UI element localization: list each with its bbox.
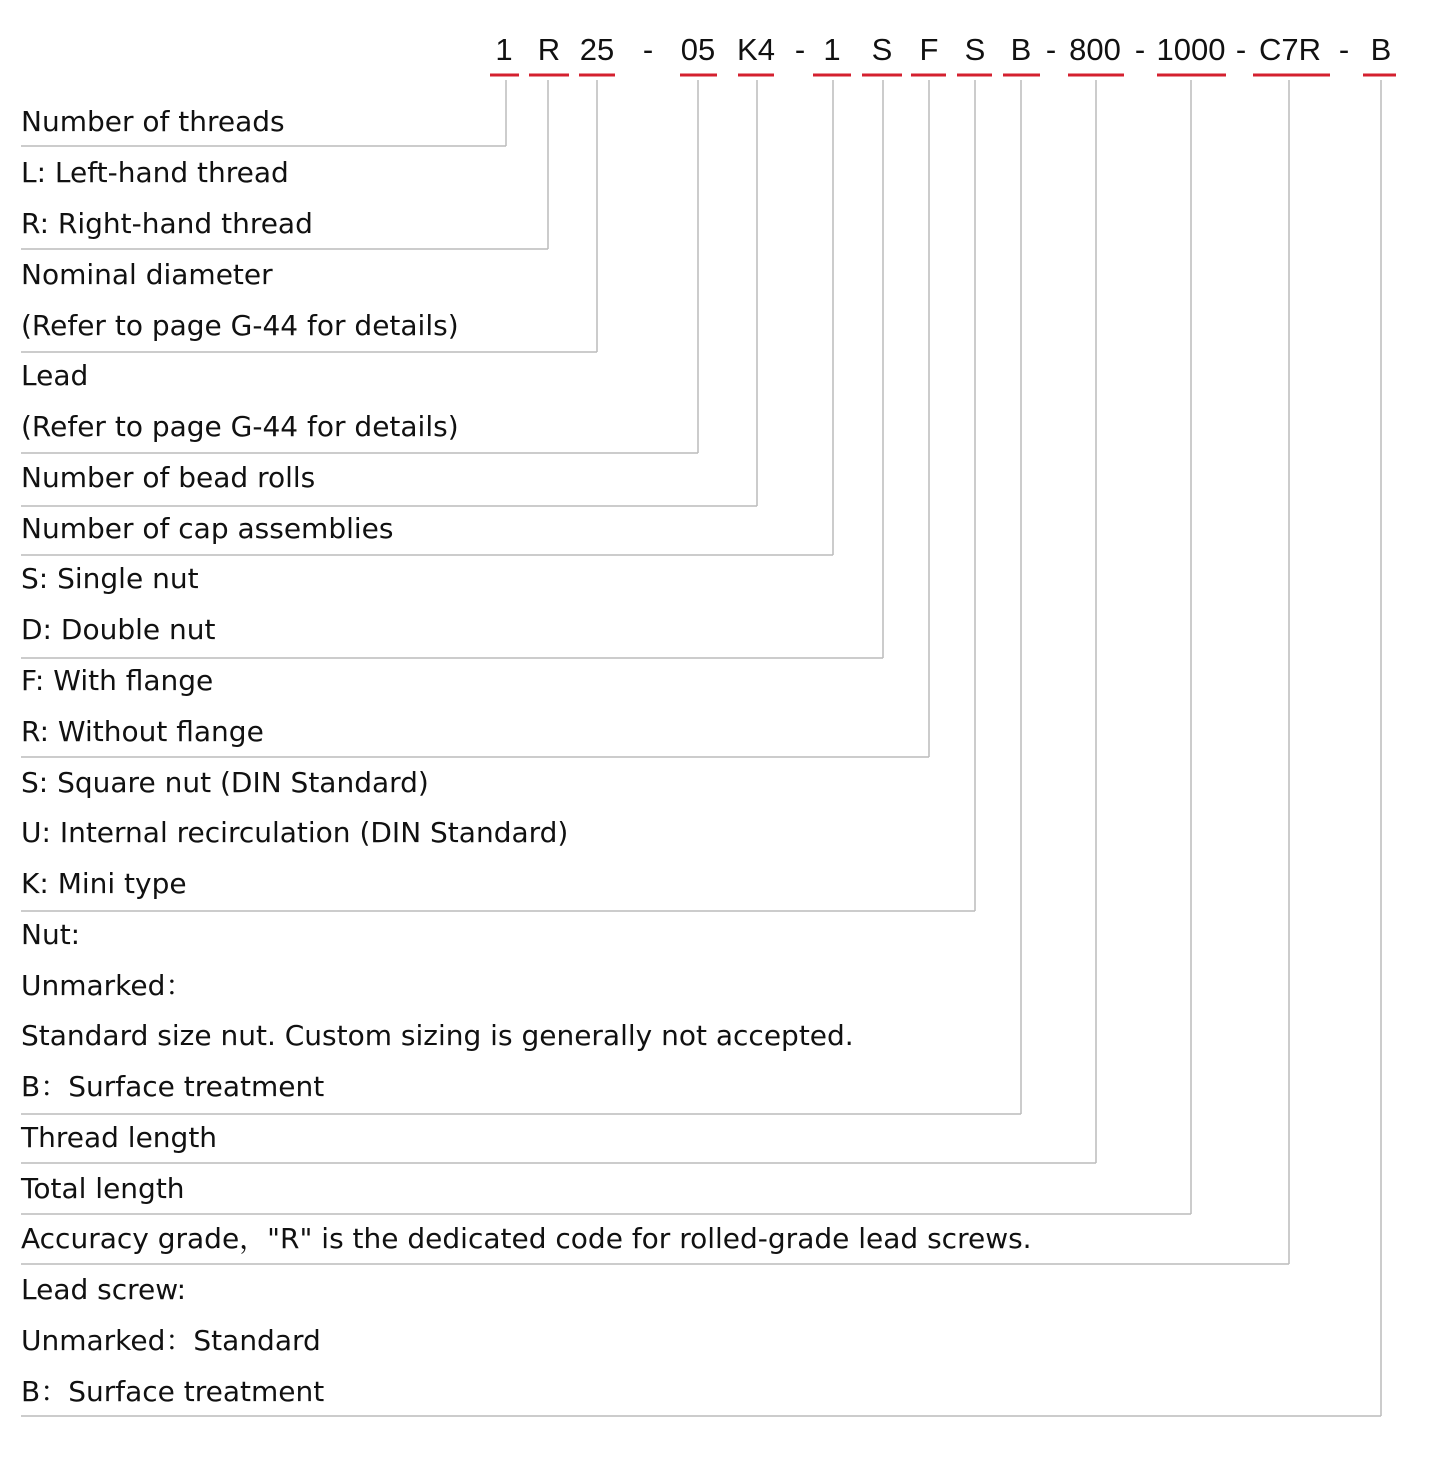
code-separator: - [1134, 32, 1146, 67]
code-segment-cap-assemblies: 1 [823, 32, 841, 67]
desc-right-hand-thread: R: Right-hand thread [21, 207, 313, 240]
desc-with-flange: F: With flange [21, 664, 214, 697]
desc-lead-screw-heading: Lead screw: [21, 1273, 187, 1306]
desc-thread-length: Thread length [21, 1121, 218, 1154]
desc-bead-rolls: Number of bead rolls [21, 461, 316, 494]
desc-diameter-reference: (Refer to page G-44 for details) [21, 309, 459, 342]
desc-double-nut: D: Double nut [21, 613, 216, 646]
code-segment-bead-rolls: K4 [737, 32, 775, 67]
desc-total-length: Total length [21, 1172, 185, 1205]
desc-screw-unmarked: Unmarked：Standard [21, 1324, 321, 1357]
code-segment-total-length: 1000 [1156, 32, 1226, 67]
desc-number-of-threads: Number of threads [21, 105, 285, 138]
desc-lead-reference: (Refer to page G-44 for details) [21, 410, 459, 443]
desc-nut-heading: Nut: [21, 918, 81, 951]
desc-accuracy-grade: Accuracy grade，"R" is the dedicated code for rolled-grade lead screws. [21, 1222, 1032, 1255]
code-segment-diameter: 25 [579, 32, 615, 67]
code-segment-accuracy: C7R [1258, 32, 1322, 67]
code-segment-nut-type: S [964, 32, 986, 67]
desc-nut-unmarked: Unmarked： [21, 969, 194, 1002]
code-separator: - [1045, 32, 1057, 67]
desc-without-flange: R: Without flange [21, 715, 264, 748]
code-separator: - [1338, 32, 1350, 67]
code-segment-threads: 1 [495, 32, 513, 67]
desc-screw-surface-treatment: B：Surface treatment [21, 1375, 325, 1408]
desc-single-nut: S: Single nut [21, 562, 199, 595]
code-separator: - [1235, 32, 1247, 67]
code-segment-nut-treatment: B [1010, 32, 1032, 67]
code-segment-screw-treatment: B [1370, 32, 1392, 67]
desc-mini-type: K: Mini type [21, 867, 187, 900]
desc-square-nut: S: Square nut (DIN Standard) [21, 766, 429, 799]
code-separator: - [642, 32, 654, 67]
desc-nut-surface-treatment: B：Surface treatment [21, 1070, 325, 1103]
desc-standard-size-nut: Standard size nut. Custom sizing is generally not accepted. [21, 1019, 854, 1052]
code-segment-thread-length: 800 [1069, 32, 1121, 67]
code-segment-lead: 05 [680, 32, 716, 67]
desc-internal-recirculation: U: Internal recirculation (DIN Standard) [21, 816, 569, 849]
code-segment-hand: R [537, 32, 561, 67]
desc-nominal-diameter: Nominal diameter [21, 258, 273, 291]
desc-left-hand-thread: L: Left-hand thread [21, 156, 289, 189]
desc-lead: Lead [21, 359, 89, 392]
code-segment-flange: F [919, 32, 939, 67]
desc-cap-assemblies: Number of cap assemblies [21, 512, 394, 545]
code-separator: - [794, 32, 806, 67]
code-segment-nut-count: S [871, 32, 893, 67]
